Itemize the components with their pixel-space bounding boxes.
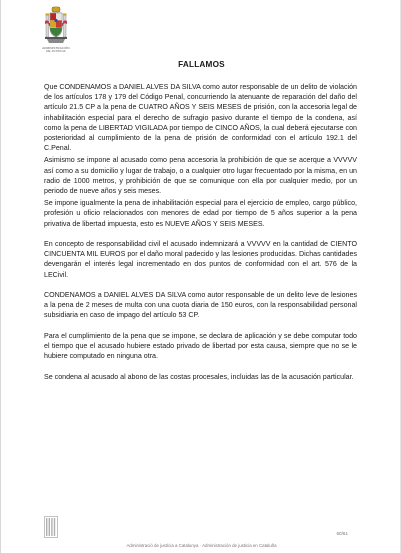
spanish-coat-of-arms-icon: [45, 6, 67, 46]
paragraph-costs: Se condena al acusado al abono de las costas procesales, incluidas las de la acusación particular.: [44, 372, 354, 381]
footer-text: Administració de justícia a Catalunya · Administración de justicia en Cataluña: [126, 543, 277, 548]
paragraph-restraining-order: Asimismo se impone al acusado como pena accesoria la prohibición de que se acerque a VVVVV así como a su domicilio y lugar de trabajo, o a cualquier otro lugar frecuentado por la misma, en un radio de 1000 metros, y prohibición de que se comunique con ella por cualquier medio, por un periodo de nueve años y seis meses.: [44, 156, 357, 196]
ruling-heading: FALLAMOS: [178, 60, 225, 69]
catalonia-justice-logo-icon: [44, 516, 58, 538]
paragraph-time-served: Para el cumplimiento de la pena que se impone, se declara de aplicación y se debe computar todo el tiempo que el acusado hubiere estado privado de libertad por esta causa, siempre que no se le hubiere computado en ninguna otra.: [44, 331, 357, 361]
page-number: 60/61: [336, 531, 348, 536]
paragraph-conviction-rape: Que CONDENAMOS a DANIEL ALVES DA SILVA como autor responsable de un delito de violación de los artículos 178 y 179 del Código Penal, concurriendo la atenuante de reparación del daño del artículo 21.5 CP a la pena de CUATRO AÑOS Y SEIS MESES de prisión, con la accesoria legal de inhabilitación especial para el derecho de sufragio pasivo durante el tiempo de la condena, así como la pena de LIBERTAD VIGILADA por tiempo de CINCO AÑOS, la cual deberá ejecutarse con posterioridad al cumplimiento de la pena de prisión de conformidad con el artículo 192.1 del C.Penal.: [44, 83, 357, 153]
crest-caption: ADMINISTRACIÓN DE JUSTICIA: [42, 46, 70, 54]
ruling-body: [44, 82, 357, 382]
paragraph-disqualification: Se impone igualmente la pena de inhabilitación especial para el ejercicio de empleo, cargo público, profesión u oficio relacionados con menores de edad por tiempo de 5 años superior a la pena privativa de libertad impuesta, esto es NUEVE AÑOS Y SEIS MESES.: [44, 199, 357, 228]
paragraph-civil-liability: En concepto de responsabilidad civil el acusado indemnizará a VVVVV en la cantidad de CIENTO CINCUENTA MIL EUROS por el daño moral padecido y las lesiones producidas. Dichas cantidades devengarán el interés legal incrementado en dos puntos de conformidad con el art. 576 de la LECivil.: [44, 240, 357, 279]
paragraph-conviction-injuries: CONDENAMOS a DANIEL ALVES DA SILVA como autor responsable de un delito leve de lesiones a la pena de 2 meses de multa con una cuota diaria de 150 euros, con la responsabilidad personal subsidiaria en caso de impago del artículo 53 CP.: [44, 291, 357, 320]
